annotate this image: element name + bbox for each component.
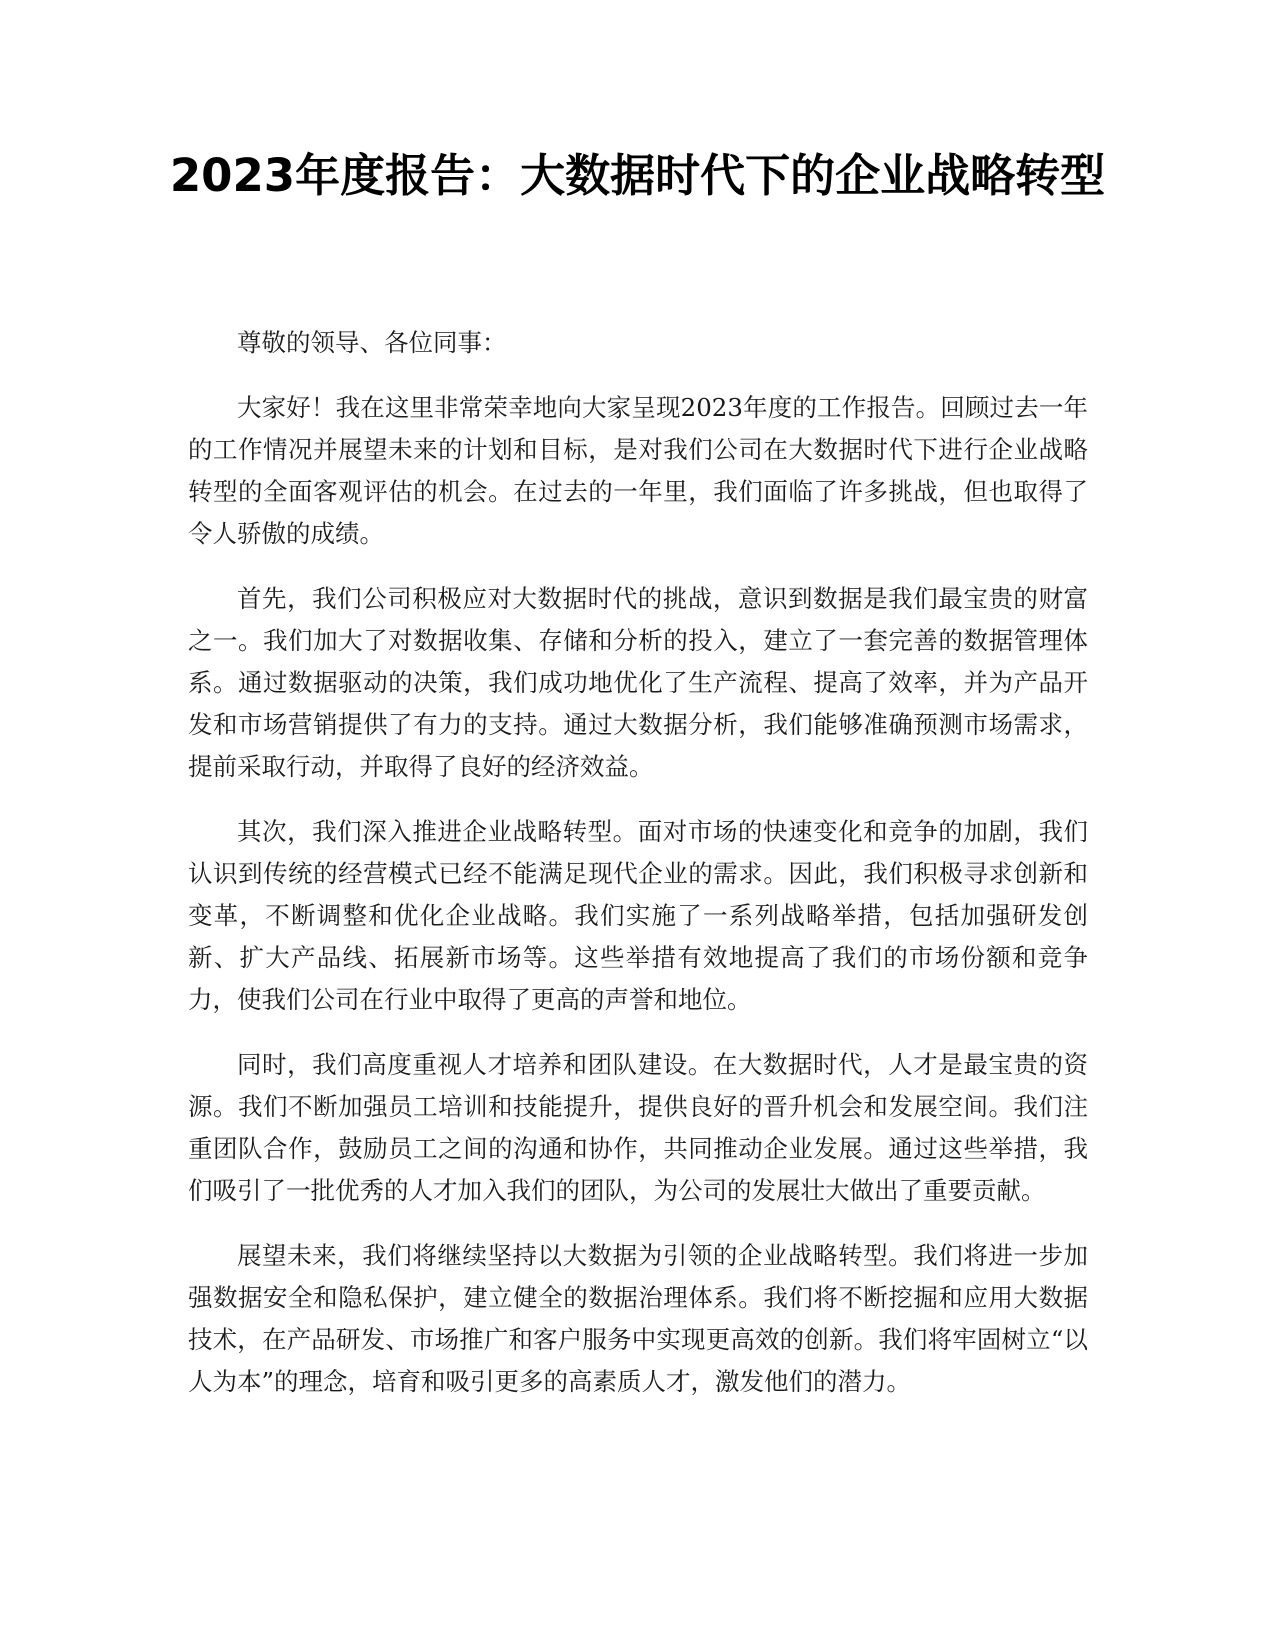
salutation: 尊敬的领导、各位同事： — [237, 328, 507, 357]
paragraph-data-strategy: 首先，我们公司积极应对大数据时代的挑战，意识到数据是我们最宝贵的财富之一。我们加大了对数据收集、存储和分析的投入，建立了一套完善的数据管理体系。通过数据驱动的决策，我们成功地优化了生产流程、提高了效率，并为产品开发和市场营销提供了有力的支持。通过大数据分析，我们能够准确预测市场需求，提前采取行动，并取得了良好的经济效益。 — [188, 584, 1088, 781]
document-title: 2023年度报告：大数据时代下的企业战略转型 — [169, 149, 1106, 202]
document-body — [188, 322, 1088, 1426]
paragraph-greeting: 大家好！我在这里非常荣幸地向大家呈现2023年度的工作报告。回顾过去一年的工作情况并展望未来的计划和目标，是对我们公司在大数据时代下进行企业战略转型的全面客观评估的机会。在过去的一年里，我们面临了许多挑战，但也取得了令人骄傲的成绩。 — [188, 393, 1088, 548]
paragraph-talent: 同时，我们高度重视人才培养和团队建设。在大数据时代，人才是最宝贵的资源。我们不断加强员工培训和技能提升，提供良好的晋升机会和发展空间。我们注重团队合作，鼓励员工之间的沟通和协作，共同推动企业发展。通过这些举措，我们吸引了一批优秀的人才加入我们的团队，为公司的发展壮大做出了重要贡献。 — [188, 1050, 1088, 1205]
paragraph-transformation: 其次，我们深入推进企业战略转型。面对市场的快速变化和竞争的加剧，我们认识到传统的经营模式已经不能满足现代企业的需求。因此，我们积极寻求创新和变革，不断调整和优化企业战略。我们实施了一系列战略举措，包括加强研发创新、扩大产品线、拓展新市场等。这些举措有效地提高了我们的市场份额和竞争力，使我们公司在行业中取得了更高的声誉和地位。 — [188, 817, 1088, 1014]
paragraph-outlook: 展望未来，我们将继续坚持以大数据为引领的企业战略转型。我们将进一步加强数据安全和隐私保护，建立健全的数据治理体系。我们将不断挖掘和应用大数据技术，在产品研发、市场推广和客户服务中实现更高效的创新。我们将牢固树立“以人为本”的理念，培育和吸引更多的高素质人才，激发他们的潜力。 — [188, 1241, 1088, 1396]
